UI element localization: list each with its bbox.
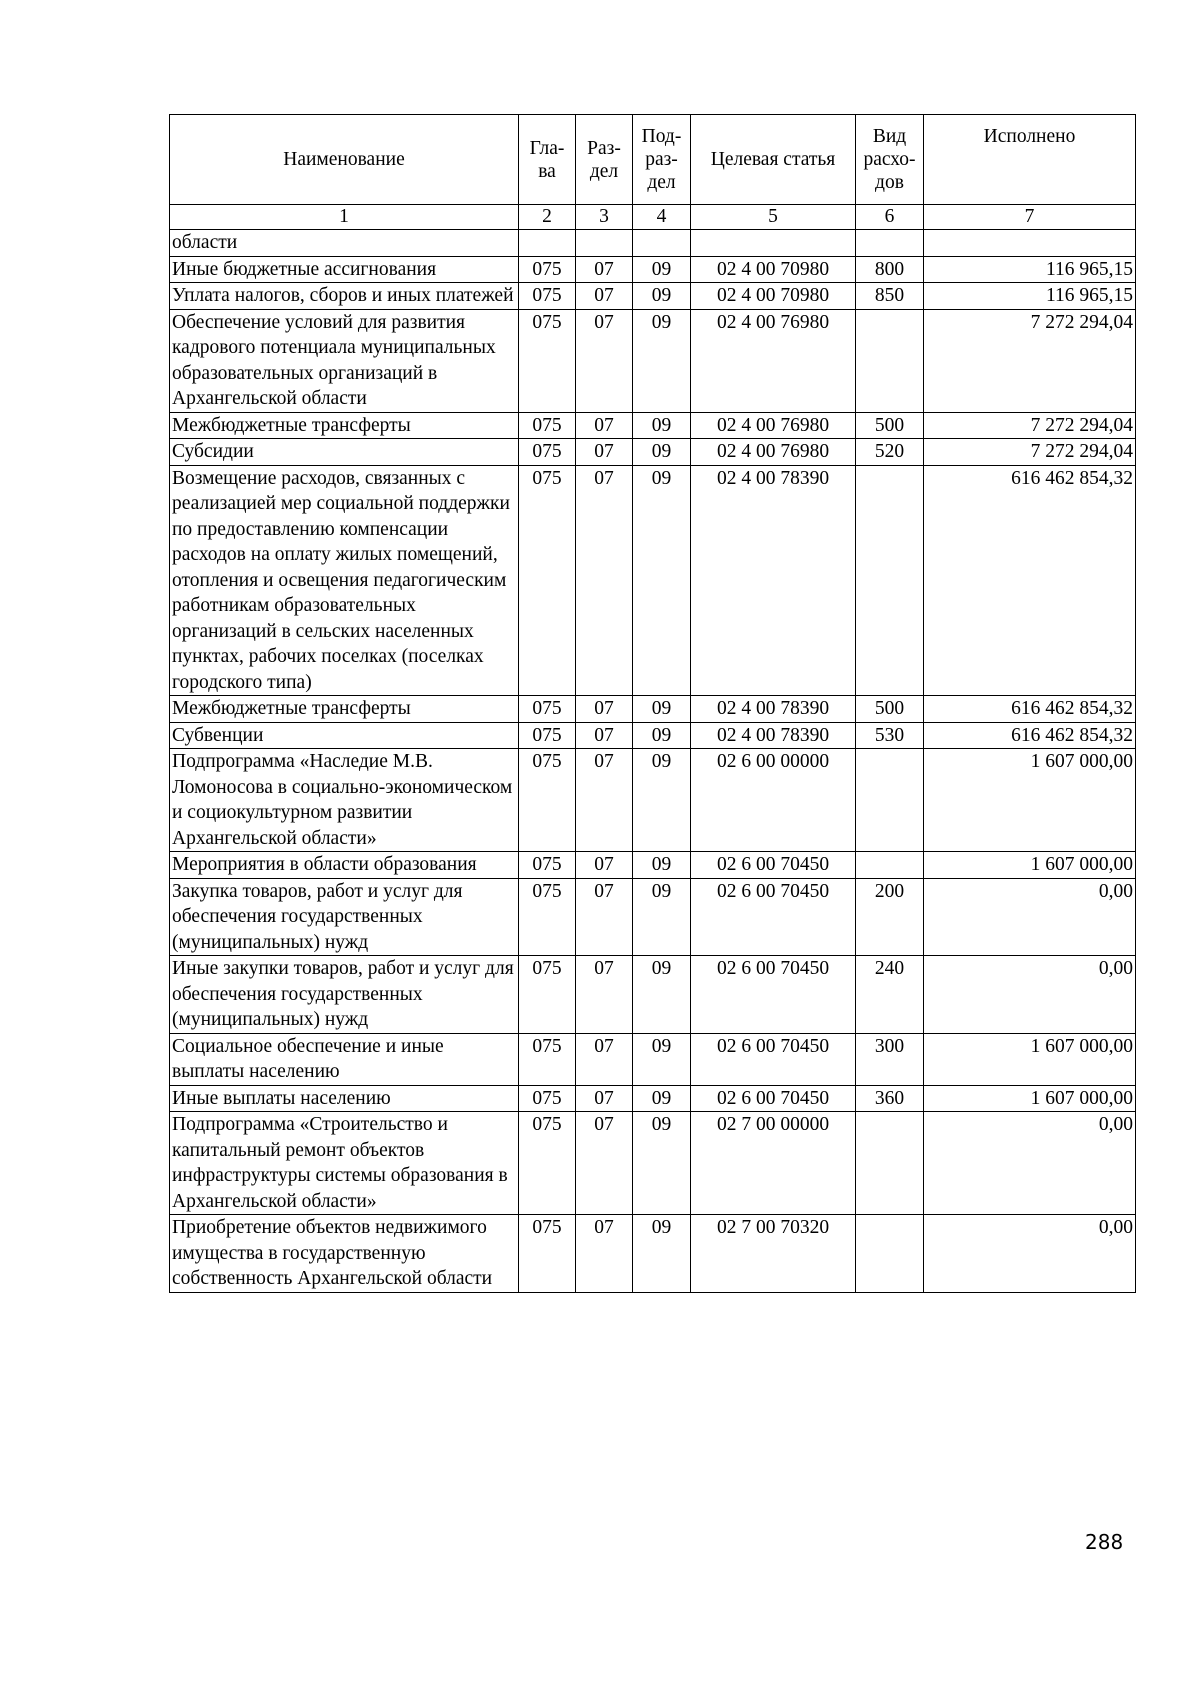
row-target: 02 6 00 70450 <box>691 956 856 1034</box>
row-name: Мероприятия в области образования <box>170 852 519 879</box>
table-row <box>170 412 1136 439</box>
row-amount: 0,00 <box>924 878 1136 956</box>
header-name: Наименование <box>170 115 519 205</box>
row-target: 02 6 00 70450 <box>691 878 856 956</box>
row-chapter: 075 <box>519 956 576 1034</box>
header-subsection <box>633 115 691 205</box>
row-subsection: 09 <box>633 1112 691 1215</box>
table-row <box>170 878 1136 956</box>
row-target: 02 4 00 78390 <box>691 696 856 723</box>
column-number: 2 <box>519 205 576 230</box>
row-expense-type <box>856 309 924 412</box>
table-row <box>170 852 1136 879</box>
row-target: 02 7 00 70320 <box>691 1215 856 1293</box>
row-chapter: 075 <box>519 465 576 696</box>
row-chapter: 075 <box>519 1215 576 1293</box>
table-row <box>170 1215 1136 1293</box>
row-chapter: 075 <box>519 852 576 879</box>
row-target: 02 7 00 00000 <box>691 1112 856 1215</box>
row-name: Возмещение расходов, связанных с реализацией мер социальной поддержки по предоставлению компенсации расходов на оплату жилых помещений, отопления и освещения педагогическим работникам образовательных организаций в сельских населенных пунктах, рабочих поселках (поселках городского типа) <box>170 465 519 696</box>
row-subsection: 09 <box>633 878 691 956</box>
row-subsection: 09 <box>633 722 691 749</box>
row-expense-type: 500 <box>856 412 924 439</box>
row-subsection: 09 <box>633 439 691 466</box>
row-subsection: 09 <box>633 956 691 1034</box>
row-expense-type <box>856 1112 924 1215</box>
row-section: 07 <box>576 256 633 283</box>
row-name: Субвенции <box>170 722 519 749</box>
header-subsection-line: Под- <box>641 126 682 147</box>
row-chapter: 075 <box>519 309 576 412</box>
table-row <box>170 256 1136 283</box>
row-expense-type: 360 <box>856 1085 924 1112</box>
row-target: 02 4 00 76980 <box>691 412 856 439</box>
row-subsection: 09 <box>633 283 691 310</box>
row-subsection: 09 <box>633 1085 691 1112</box>
table-row <box>170 230 1136 257</box>
row-section: 07 <box>576 439 633 466</box>
row-chapter: 075 <box>519 1112 576 1215</box>
column-number: 7 <box>924 205 1136 230</box>
row-subsection: 09 <box>633 309 691 412</box>
row-target: 02 6 00 70450 <box>691 852 856 879</box>
table-row <box>170 696 1136 723</box>
row-amount: 7 272 294,04 <box>924 439 1136 466</box>
row-amount: 1 607 000,00 <box>924 1033 1136 1085</box>
row-chapter <box>519 230 576 257</box>
row-subsection: 09 <box>633 852 691 879</box>
row-section: 07 <box>576 412 633 439</box>
row-target: 02 6 00 00000 <box>691 749 856 852</box>
table-row <box>170 309 1136 412</box>
column-number: 5 <box>691 205 856 230</box>
row-amount: 616 462 854,32 <box>924 722 1136 749</box>
row-expense-type <box>856 465 924 696</box>
row-section: 07 <box>576 956 633 1034</box>
row-section: 07 <box>576 465 633 696</box>
row-target: 02 4 00 70980 <box>691 256 856 283</box>
row-section: 07 <box>576 696 633 723</box>
header-target: Целевая статья <box>691 115 856 205</box>
row-amount: 7 272 294,04 <box>924 309 1136 412</box>
row-name: Межбюджетные трансферты <box>170 412 519 439</box>
row-name: Подпрограмма «Строительство и капитальный ремонт объектов инфраструктуры системы образования в Архангельской области» <box>170 1112 519 1215</box>
row-name: Обеспечение условий для развития кадрового потенциала муниципальных образовательных организаций в Архангельской области <box>170 309 519 412</box>
row-chapter: 075 <box>519 283 576 310</box>
row-amount: 116 965,15 <box>924 283 1136 310</box>
row-expense-type: 240 <box>856 956 924 1034</box>
header-executed: Исполнено <box>924 115 1136 205</box>
row-name: Подпрограмма «Наследие М.В. Ломоносова в социально-экономическом и социокультурном развитии Архангельской области» <box>170 749 519 852</box>
row-chapter: 075 <box>519 1033 576 1085</box>
row-chapter: 075 <box>519 696 576 723</box>
row-expense-type <box>856 1215 924 1293</box>
row-expense-type: 850 <box>856 283 924 310</box>
row-chapter: 075 <box>519 749 576 852</box>
page-number: 288 <box>1085 1530 1124 1554</box>
row-section: 07 <box>576 749 633 852</box>
row-chapter: 075 <box>519 256 576 283</box>
row-amount: 616 462 854,32 <box>924 696 1136 723</box>
row-name: Приобретение объектов недвижимого имущества в государственную собственность Архангельской области <box>170 1215 519 1293</box>
row-expense-type: 530 <box>856 722 924 749</box>
column-number: 6 <box>856 205 924 230</box>
row-section: 07 <box>576 309 633 412</box>
row-target: 02 6 00 70450 <box>691 1033 856 1085</box>
row-amount: 116 965,15 <box>924 256 1136 283</box>
header-chapter <box>519 115 576 205</box>
header-section-line: Раз- <box>587 137 621 159</box>
row-target: 02 4 00 78390 <box>691 465 856 696</box>
row-subsection: 09 <box>633 749 691 852</box>
row-amount: 616 462 854,32 <box>924 465 1136 696</box>
header-chapter-line: ва <box>538 160 556 182</box>
table-row <box>170 749 1136 852</box>
table-row <box>170 1085 1136 1112</box>
row-subsection: 09 <box>633 1215 691 1293</box>
row-expense-type: 500 <box>856 696 924 723</box>
row-section <box>576 230 633 257</box>
column-number: 4 <box>633 205 691 230</box>
row-chapter: 075 <box>519 878 576 956</box>
row-amount: 1 607 000,00 <box>924 749 1136 852</box>
row-amount: 7 272 294,04 <box>924 412 1136 439</box>
row-target: 02 4 00 78390 <box>691 722 856 749</box>
table-row <box>170 956 1136 1034</box>
row-section: 07 <box>576 283 633 310</box>
row-expense-type <box>856 852 924 879</box>
header-chapter-line: Гла- <box>529 137 565 159</box>
row-section: 07 <box>576 878 633 956</box>
header-expense-type <box>856 115 924 205</box>
header-expense-type-line: расхо- <box>863 149 916 170</box>
header-expense-type-line: дов <box>875 172 904 193</box>
row-name: Межбюджетные трансферты <box>170 696 519 723</box>
row-target: 02 4 00 76980 <box>691 439 856 466</box>
row-amount: 0,00 <box>924 1112 1136 1215</box>
row-target <box>691 230 856 257</box>
row-expense-type: 800 <box>856 256 924 283</box>
row-subsection: 09 <box>633 696 691 723</box>
table-row <box>170 283 1136 310</box>
row-expense-type <box>856 749 924 852</box>
row-amount: 0,00 <box>924 956 1136 1034</box>
budget-table <box>169 114 1136 1293</box>
row-subsection: 09 <box>633 465 691 696</box>
column-number-row <box>170 205 1136 230</box>
row-chapter: 075 <box>519 412 576 439</box>
header-section <box>576 115 633 205</box>
column-number: 1 <box>170 205 519 230</box>
table-row <box>170 722 1136 749</box>
row-name: Иные бюджетные ассигнования <box>170 256 519 283</box>
table-body <box>170 230 1136 1293</box>
row-expense-type <box>856 230 924 257</box>
row-name: Закупка товаров, работ и услуг для обеспечения государственных (муниципальных) нужд <box>170 878 519 956</box>
row-section: 07 <box>576 722 633 749</box>
table-row <box>170 1033 1136 1085</box>
header-row <box>170 115 1136 205</box>
row-section: 07 <box>576 1112 633 1215</box>
row-subsection <box>633 230 691 257</box>
row-subsection: 09 <box>633 1033 691 1085</box>
row-section: 07 <box>576 1215 633 1293</box>
row-subsection: 09 <box>633 412 691 439</box>
row-target: 02 4 00 70980 <box>691 283 856 310</box>
row-name: области <box>170 230 519 257</box>
row-amount: 0,00 <box>924 1215 1136 1293</box>
header-expense-type-line: Вид <box>872 126 907 147</box>
row-section: 07 <box>576 1085 633 1112</box>
row-target: 02 4 00 76980 <box>691 309 856 412</box>
row-name: Иные закупки товаров, работ и услуг для обеспечения государственных (муниципальных) нужд <box>170 956 519 1034</box>
table-row <box>170 439 1136 466</box>
row-amount: 1 607 000,00 <box>924 852 1136 879</box>
header-subsection-line: дел <box>647 172 676 193</box>
row-section: 07 <box>576 852 633 879</box>
header-section-line: дел <box>589 160 619 182</box>
row-expense-type: 200 <box>856 878 924 956</box>
row-name: Иные выплаты населению <box>170 1085 519 1112</box>
table-row <box>170 465 1136 696</box>
row-chapter: 075 <box>519 439 576 466</box>
row-name: Уплата налогов, сборов и иных платежей <box>170 283 519 310</box>
row-chapter: 075 <box>519 1085 576 1112</box>
row-subsection: 09 <box>633 256 691 283</box>
row-amount <box>924 230 1136 257</box>
row-expense-type: 520 <box>856 439 924 466</box>
header-subsection-line: раз- <box>645 149 678 170</box>
table-row <box>170 1112 1136 1215</box>
column-number: 3 <box>576 205 633 230</box>
row-section: 07 <box>576 1033 633 1085</box>
row-target: 02 6 00 70450 <box>691 1085 856 1112</box>
row-chapter: 075 <box>519 722 576 749</box>
row-name: Социальное обеспечение и иные выплаты населению <box>170 1033 519 1085</box>
row-name: Субсидии <box>170 439 519 466</box>
row-amount: 1 607 000,00 <box>924 1085 1136 1112</box>
row-expense-type: 300 <box>856 1033 924 1085</box>
